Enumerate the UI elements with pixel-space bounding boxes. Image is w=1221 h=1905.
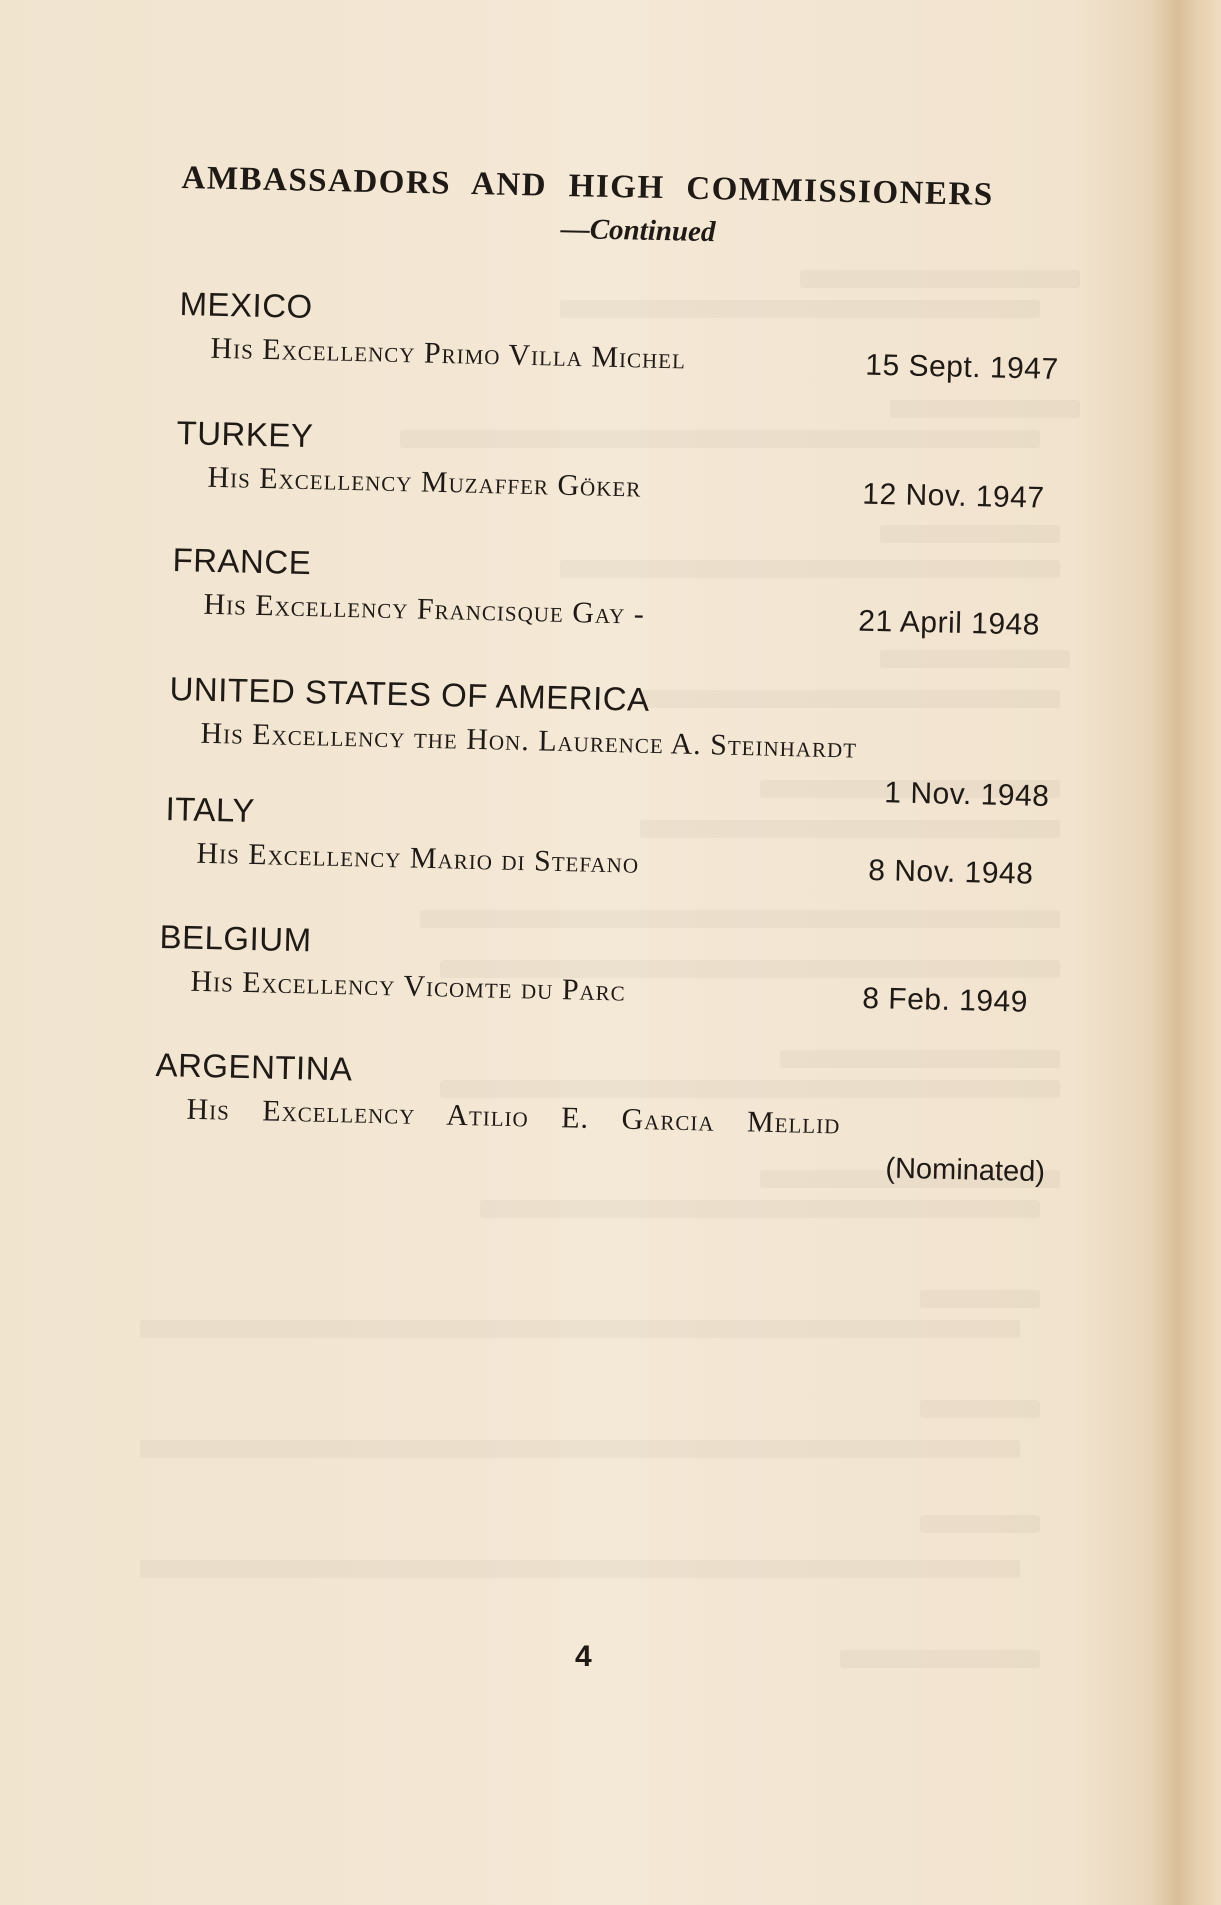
country-name: MEXICO bbox=[179, 285, 314, 326]
appointment-date: 8 Nov. 1948 bbox=[867, 853, 1034, 891]
section-subtitle: —Continued bbox=[560, 212, 716, 249]
envoy-name: His Excellency the Hon. Laurence A. Steinhardt bbox=[200, 716, 858, 765]
appointment-date: 15 Sept. 1947 bbox=[864, 348, 1060, 386]
country-name: FRANCE bbox=[172, 541, 312, 582]
section-title: AMBASSADORS AND HIGH COMMISSIONERS bbox=[181, 160, 995, 214]
list-item bbox=[175, 414, 1045, 515]
list-item bbox=[158, 918, 1029, 1019]
nomination-note: (Nominated) bbox=[885, 1152, 1046, 1189]
appointment-date: 12 Nov. 1947 bbox=[861, 477, 1045, 515]
list-item bbox=[171, 541, 1041, 642]
envoy-name: His Excellency Vicomte du Parc bbox=[190, 964, 627, 1008]
envoy-name: His Excellency Primo Villa Michel bbox=[210, 331, 687, 376]
country-name: UNITED STATES OF AMERICA bbox=[169, 670, 651, 718]
list-item bbox=[178, 285, 1060, 386]
country-name: TURKEY bbox=[176, 414, 314, 455]
envoy-name: His Excellency Mario di Stefano bbox=[196, 836, 640, 880]
appointment-date: 8 Feb. 1949 bbox=[861, 981, 1029, 1019]
page-number: 4 bbox=[575, 1640, 592, 1673]
country-name: ARGENTINA bbox=[155, 1046, 353, 1088]
country-name: ITALY bbox=[165, 790, 256, 830]
list-item bbox=[154, 1046, 1046, 1189]
envoy-name: His Excellency Muzaffer Göker bbox=[207, 460, 642, 504]
envoy-name: His Excellency Francisque Gay - bbox=[203, 587, 646, 631]
envoy-name: His Excellency Atilio E. Garcia Mellid bbox=[186, 1092, 841, 1141]
appointment-date: 1 Nov. 1948 bbox=[884, 776, 1050, 813]
country-name: BELGIUM bbox=[159, 918, 313, 959]
appointment-date: 21 April 1948 bbox=[857, 604, 1041, 642]
